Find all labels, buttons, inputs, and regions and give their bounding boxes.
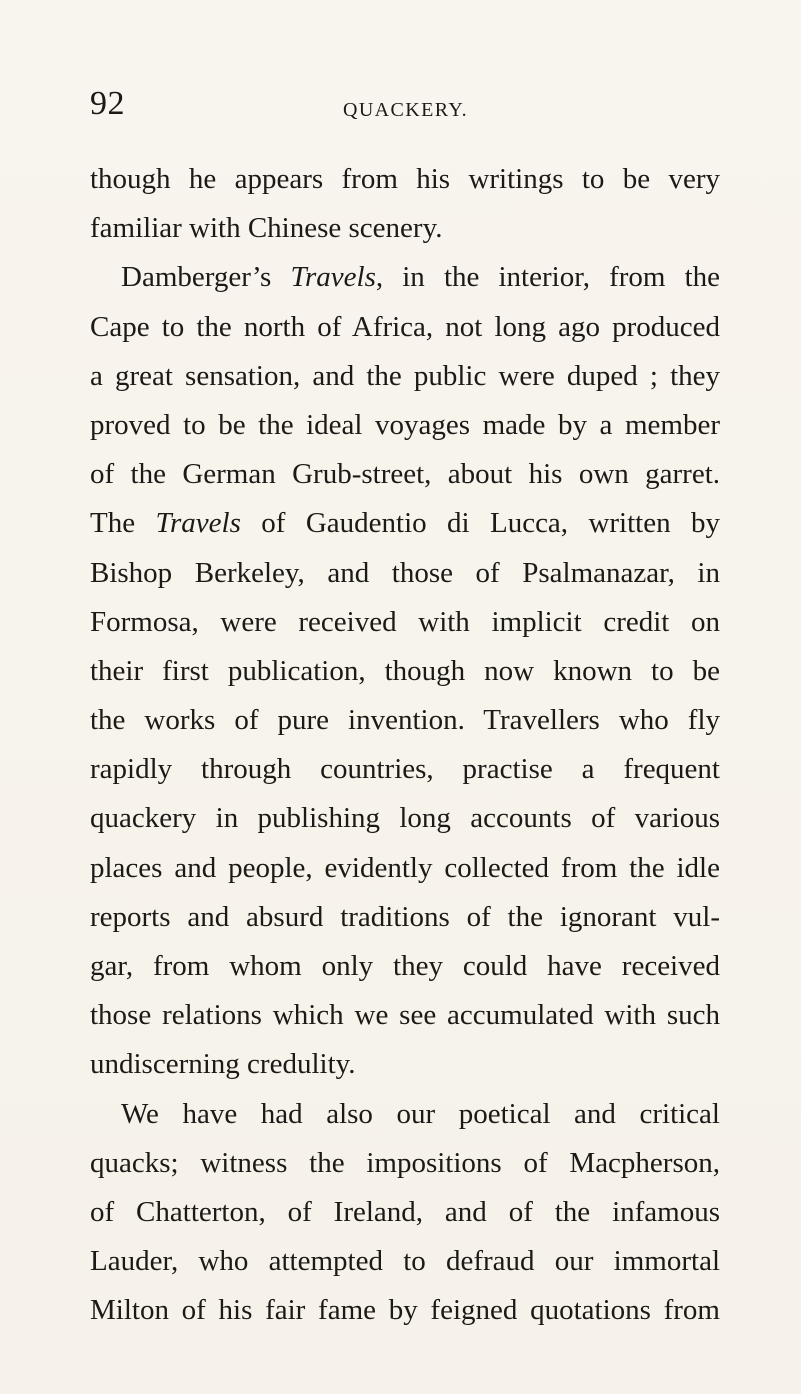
text-line: of Chatterton, of Ireland, and of the infamous — [90, 1195, 720, 1228]
paragraph-start-line: We have had also our poetical and critical — [121, 1097, 720, 1130]
text-line: quackery in publishing long accounts of various — [90, 802, 720, 835]
text-line: rapidly through countries, practise a frequent — [90, 753, 720, 786]
text-line: Cape to the north of Africa, not long ago produced — [90, 310, 720, 343]
running-head: QUACKERY. — [343, 99, 469, 121]
paragraph-start-line: Damberger’s Travels, in the interior, from the — [121, 261, 721, 294]
text-line: Formosa, were received with implicit credit on — [90, 605, 720, 638]
text-line: a great sensation, and the public were duped ; they — [90, 359, 720, 392]
page-header — [90, 82, 720, 130]
italic-title: Travels — [290, 261, 376, 294]
text-line: Milton of his fair fame by feigned quotations from — [90, 1294, 720, 1327]
text-line: quacks; witness the impositions of Macpherson, — [90, 1146, 720, 1179]
text-line: reports and absurd traditions of the ignorant vul- — [90, 900, 720, 933]
text-line: of the German Grub-street, about his own garret. — [90, 458, 720, 491]
text-line: familiar with Chinese scenery. — [90, 212, 443, 245]
text-line: Bishop Berkeley, and those of Psalmanazar, in — [90, 556, 720, 589]
text-line: places and people, evidently collected from the idle — [90, 851, 720, 884]
text-line: gar, from whom only they could have received — [90, 950, 720, 982]
text-line: those relations which we see accumulated with such — [90, 999, 720, 1032]
page-number: 92 — [90, 85, 125, 122]
italic-title: Travels — [155, 507, 241, 540]
text-line: the works of pure invention. Travellers who fly — [90, 704, 720, 737]
text-line: undiscerning credulity. — [90, 1048, 356, 1081]
text-line: The Travels of Gaudentio di Lucca, written by — [90, 507, 720, 540]
body-text — [90, 155, 720, 1336]
text-line: though he appears from his writings to be very — [90, 163, 720, 195]
text-line: Lauder, who attempted to defraud our immortal — [90, 1245, 720, 1278]
text-line: proved to be the ideal voyages made by a member — [90, 408, 720, 441]
text-line: their first publication, though now known to be — [90, 654, 720, 687]
